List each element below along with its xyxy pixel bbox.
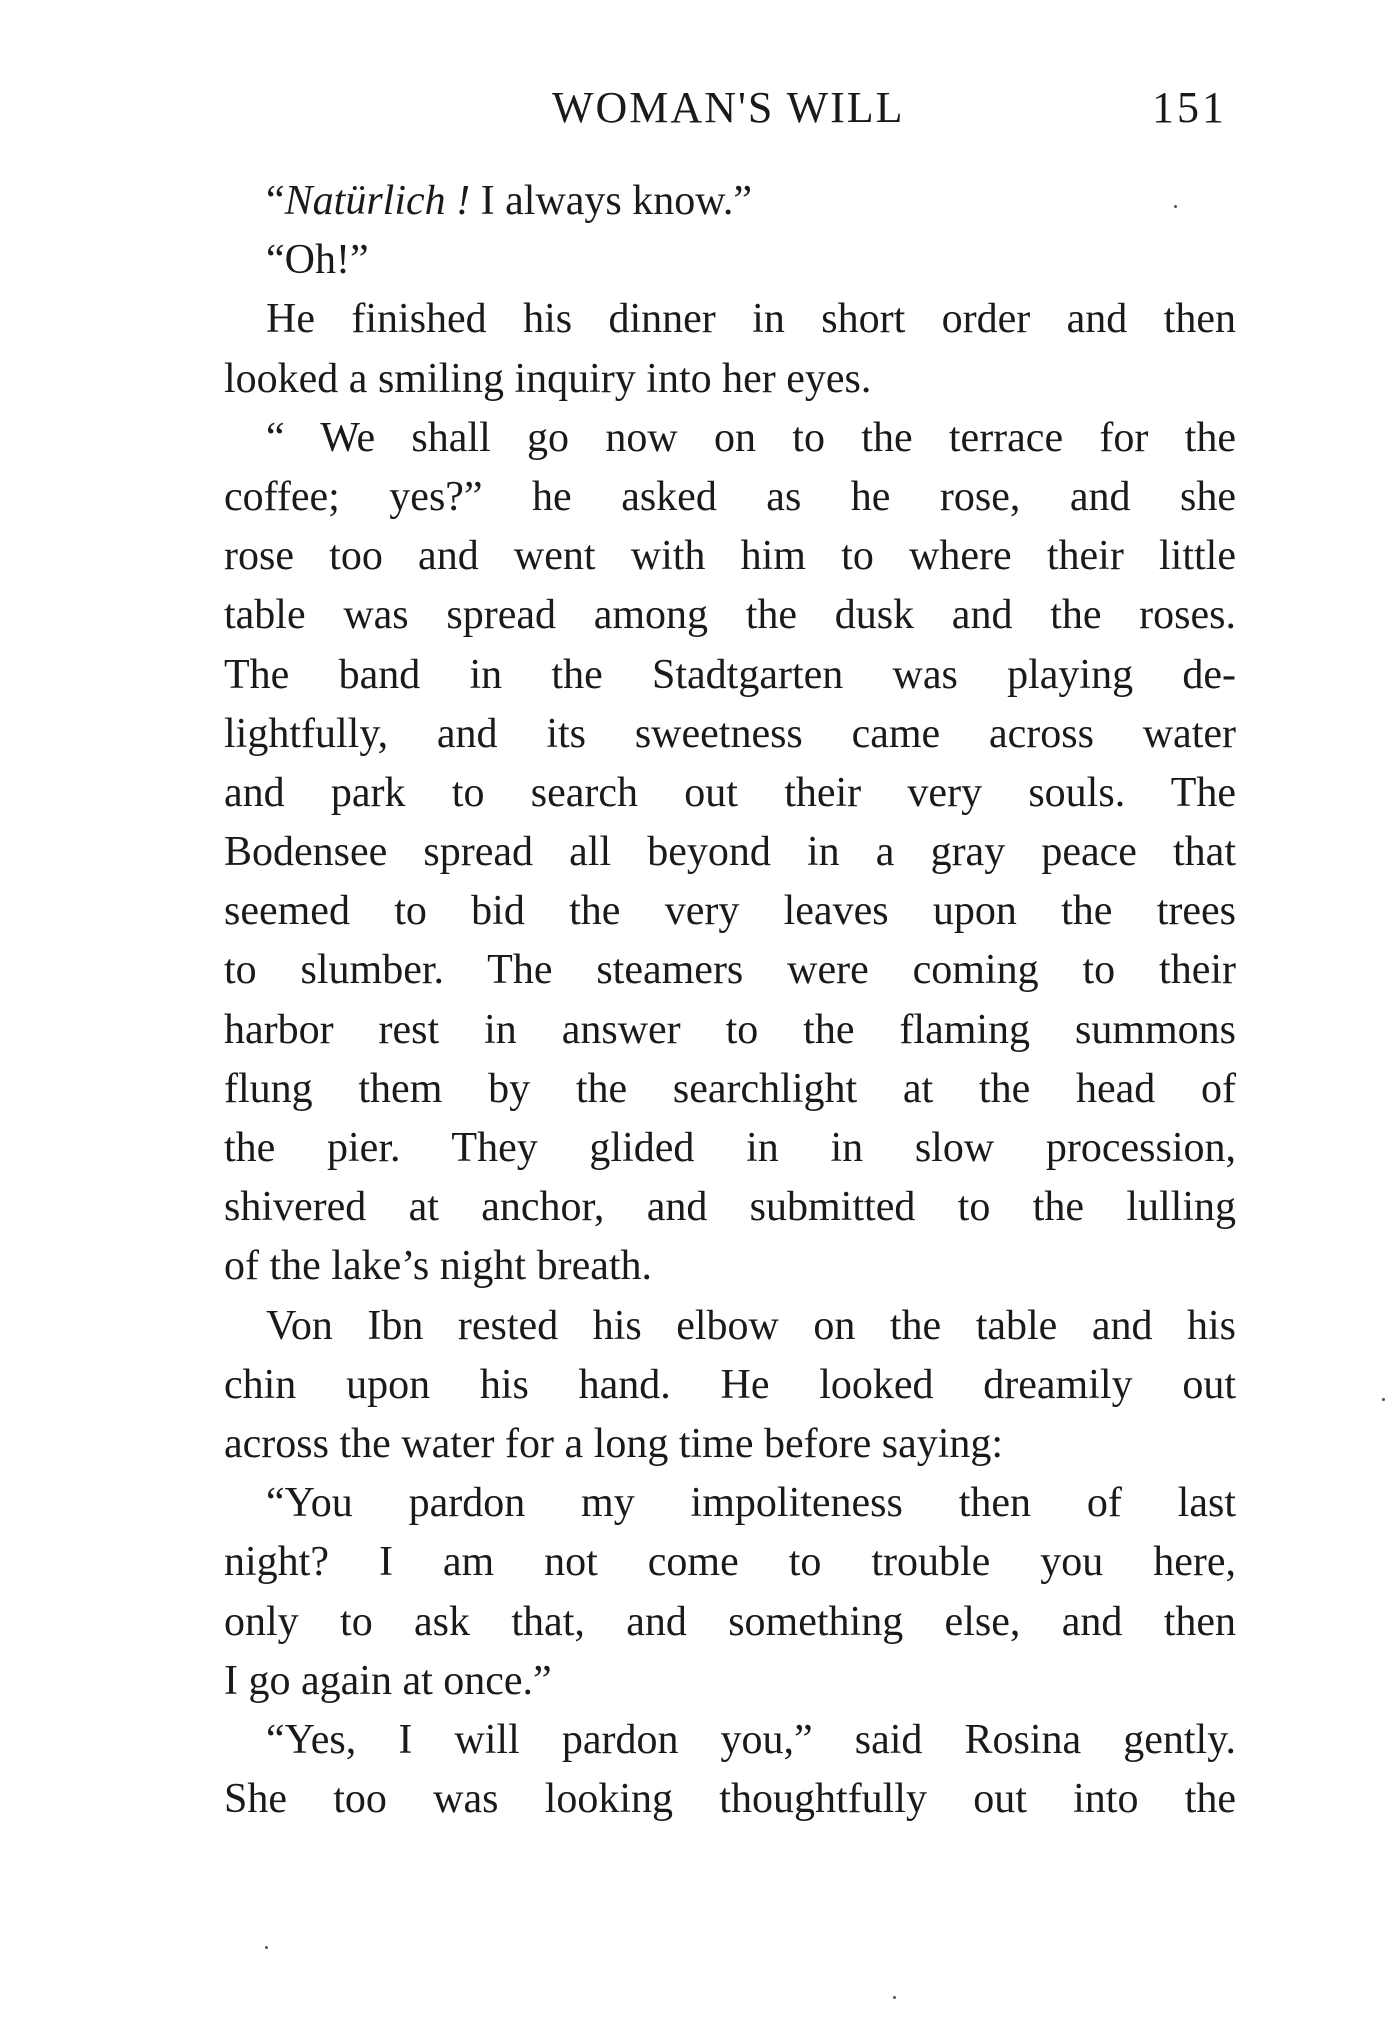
- text-line-italic: Natürlich !: [284, 178, 471, 224]
- text-line: shivered at anchor, and submitted to the lulling: [224, 1184, 1236, 1231]
- text-line: The band in the Stadtgarten was playing de-: [224, 651, 1236, 698]
- text-line-rest: I always know.”: [470, 178, 753, 224]
- text-line: harbor rest in answer to the flaming summons: [224, 1006, 1236, 1053]
- paper-speck: [893, 1996, 896, 1999]
- text-line: of the lake’s night breath.: [224, 1243, 653, 1290]
- text-line: night? I am not come to trouble you here,: [224, 1539, 1236, 1586]
- text-line: She too was looking thoughtfully out into the: [224, 1776, 1236, 1823]
- text-line: lightfully, and its sweetness came across water: [224, 710, 1236, 757]
- text-line: “You pardon my impoliteness then of last: [266, 1480, 1236, 1527]
- paper-speck: [1382, 1398, 1385, 1401]
- text-line: He finished his dinner in short order and then: [266, 296, 1236, 343]
- text-line: Von Ibn rested his elbow on the table and his: [266, 1302, 1236, 1349]
- text-line: to slumber. The steamers were coming to their: [224, 947, 1236, 994]
- text-line: “ We shall go now on to the terrace for the: [266, 414, 1236, 461]
- text-line: flung them by the searchlight at the head of: [224, 1065, 1236, 1112]
- text-line: and park to search out their very souls. The: [224, 769, 1236, 816]
- text-line: the pier. They glided in in slow procession,: [224, 1125, 1236, 1171]
- text-line: across the water for a long time before saying:: [224, 1420, 1004, 1467]
- text-line: “Oh!”: [266, 237, 369, 284]
- text-line: I go again at once.”: [224, 1657, 552, 1704]
- text-line-quote-open: “: [266, 178, 285, 224]
- text-line: only to ask that, and something else, and then: [224, 1598, 1236, 1645]
- text-line: coffee; yes?” he asked as he rose, and she: [224, 473, 1236, 520]
- text-line: Bodensee spread all beyond in a gray peace that: [224, 829, 1236, 876]
- text-line: table was spread among the dusk and the roses.: [224, 592, 1236, 639]
- running-title: WOMAN'S WILL: [552, 83, 905, 132]
- paper-speck: [265, 1946, 268, 1949]
- text-line: looked a smiling inquiry into her eyes.: [224, 355, 872, 402]
- page-number: 151: [1152, 83, 1227, 132]
- text-line: seemed to bid the very leaves upon the trees: [224, 888, 1236, 935]
- body-text: [224, 172, 1236, 1829]
- text-line: [224, 172, 1236, 231]
- text-line: chin upon his hand. He looked dreamily out: [224, 1361, 1236, 1408]
- running-head: [0, 78, 1399, 138]
- text-line: “Yes, I will pardon you,” said Rosina gently.: [266, 1716, 1236, 1763]
- text-line: rose too and went with him to where their little: [224, 533, 1236, 580]
- paper-speck: [1174, 205, 1177, 208]
